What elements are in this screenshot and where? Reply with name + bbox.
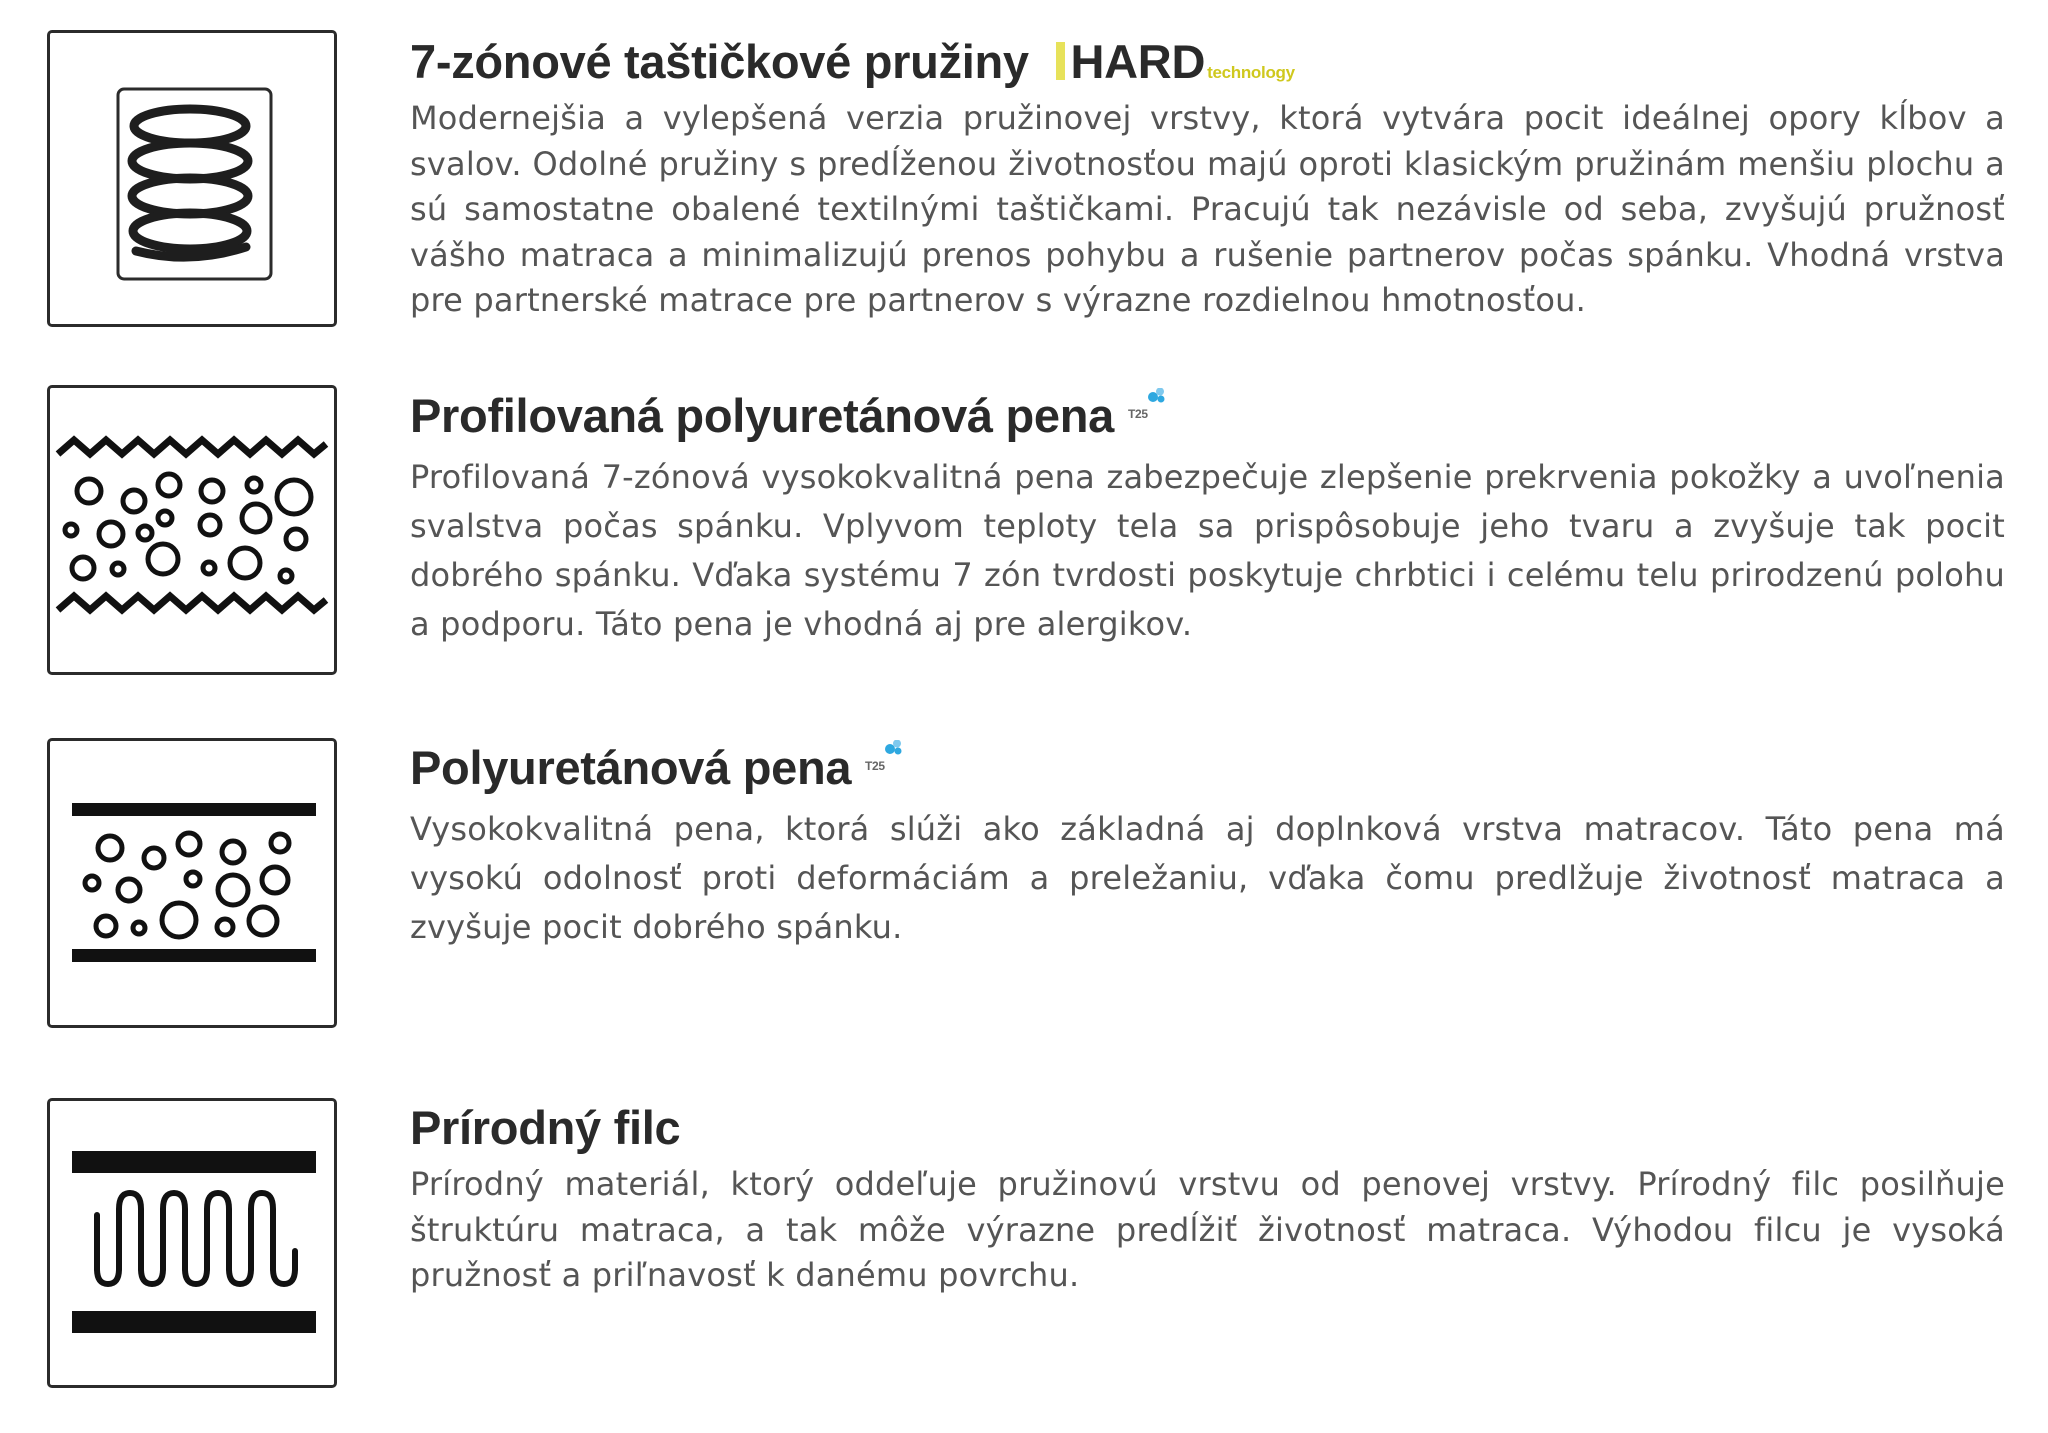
foam-icon-box bbox=[47, 738, 337, 1028]
section-description: Modernejšia a vylepšená verzia pružinovej vrstvy, ktorá vytvára pocit ideálnej opory kĺbov a svalov. Odolné pružiny s predĺženou životnosťou majú oproti klasickým pružinám menšiu plochu a sú samostatne obalené textilnými taštičkami. Pracujú tak nezávisle od seba, zvyšujú pružnosť vášho matraca a minimalizujú prenos pohybu a rušenie partnerov počas spánku. Vhodná vrstva pre partnerské matrace pre partnerov s výrazne rozdielnou hmotnosťou. bbox=[410, 99, 2005, 319]
polyurethane-foam-icon bbox=[50, 741, 334, 1025]
felt-icon-box bbox=[47, 1098, 337, 1388]
spring-icon-box bbox=[47, 30, 337, 327]
t25-logo bbox=[857, 740, 917, 796]
section-title bbox=[410, 34, 2005, 90]
hard-technology-logo bbox=[1056, 34, 1295, 90]
hard-logo-sub: technology bbox=[1207, 63, 1295, 82]
section-title: Prírodný filc bbox=[410, 1101, 681, 1154]
title-text: 7-zónové taštičkové pružiny bbox=[410, 35, 1029, 88]
t25-logo bbox=[1120, 388, 1180, 444]
section-description: Vysokokvalitná pena, ktorá slúži ako základná aj doplnková vrstva matracov. Táto pena má vysokú odolnosť proti deformáciám a preležaniu, vďaka čomu predlžuje životnosť matraca a zvyšuje pocit dobrého spánku. bbox=[410, 810, 2005, 946]
t25-logo-label: T25 bbox=[1128, 407, 1148, 421]
section-description: Prírodný materiál, ktorý oddeľuje pružinovú vrstvu od penovej vrstvy. Prírodný filc posilňuje štruktúru matraca, a tak môže výrazne predĺžiť životnosť matraca. Výhodou filcu je vysoká pružnosť a priľnavosť k danému povrchu. bbox=[410, 1165, 2005, 1294]
profiled-foam-icon bbox=[50, 388, 334, 672]
t25-logo-label: T25 bbox=[865, 759, 886, 773]
section-description: Profilovaná 7-zónová vysokokvalitná pena zabezpečuje zlepšenie prekrvenia pokožky a uvoľnenia svalstva počas spánku. Vplyvom teploty tela sa prispôsobuje jeho tvaru a zvyšuje tak pocit dobrého spánku. Vďaka systému 7 zón tvrdosti poskytuje chrbtici i celému telu prirodzenú polohu a podporu. Táto pena je vhodná aj pre alergikov. bbox=[410, 458, 2005, 643]
spring-coil-icon bbox=[50, 33, 334, 324]
hard-logo-bar bbox=[1056, 42, 1065, 80]
title-text: Polyuretánová pena bbox=[410, 741, 852, 794]
section-title bbox=[410, 740, 2005, 796]
hard-logo-word: HARD bbox=[1070, 35, 1206, 88]
title-text: Profilovaná polyuretánová pena bbox=[410, 389, 1115, 442]
profiled-foam-icon-box bbox=[47, 385, 337, 675]
natural-felt-icon bbox=[50, 1101, 334, 1385]
section-title bbox=[410, 388, 2005, 444]
